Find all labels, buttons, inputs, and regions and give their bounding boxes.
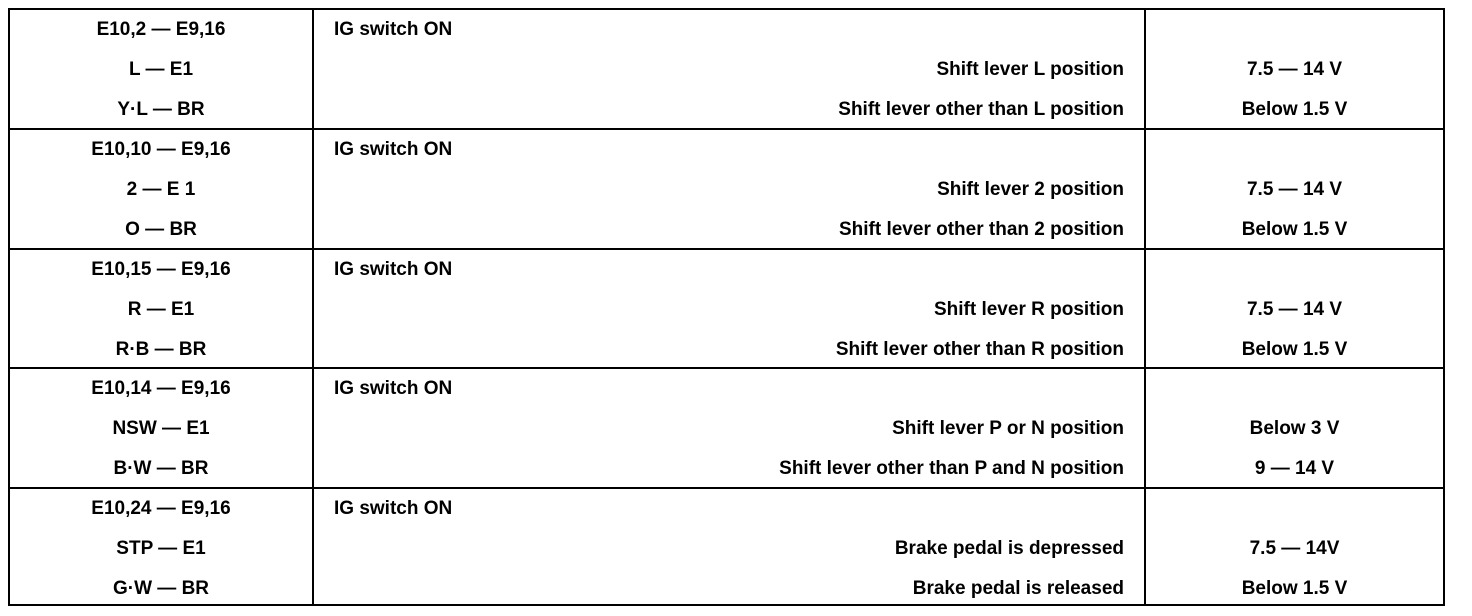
specified-value: 9 — 14 V	[1254, 458, 1335, 479]
specified-value: Below 3 V	[1249, 418, 1340, 439]
wire-color: Y·L — BR	[117, 99, 205, 120]
condition: Shift lever P or N position	[892, 418, 1124, 439]
specified-value: Below 1.5 V	[1241, 339, 1348, 360]
condition-header: IG switch ON	[334, 498, 453, 519]
terminal-pair: E10,2 — E9,16	[96, 19, 226, 40]
terminal-voltage-table	[8, 8, 1445, 606]
condition: Shift lever other than R position	[835, 339, 1124, 360]
terminal-symbol: 2 — E 1	[126, 179, 196, 200]
terminal-symbol: R — E1	[127, 299, 195, 320]
condition: Brake pedal is released	[912, 578, 1124, 599]
condition: Shift lever L position	[936, 59, 1124, 80]
table-row-group	[10, 367, 1443, 487]
specified-value: 7.5 — 14 V	[1246, 299, 1343, 320]
terminal-symbol: NSW — E1	[112, 418, 210, 439]
specified-value: Below 1.5 V	[1241, 578, 1348, 599]
condition: Brake pedal is depressed	[894, 538, 1124, 559]
wire-color: R·B — BR	[115, 339, 207, 360]
table-row-group	[10, 248, 1443, 368]
specified-value: 7.5 — 14 V	[1246, 179, 1343, 200]
wire-color: O — BR	[125, 219, 197, 240]
terminal-pair: E10,10 — E9,16	[91, 139, 231, 160]
specified-value: Below 1.5 V	[1241, 219, 1348, 240]
condition: Shift lever other than P and N position	[779, 458, 1124, 479]
table-row-group	[10, 487, 1443, 607]
condition-header: IG switch ON	[334, 378, 453, 399]
terminal-symbol: STP — E1	[116, 538, 206, 559]
condition-header: IG switch ON	[334, 259, 453, 280]
table-row-group	[10, 128, 1443, 248]
condition: Shift lever other than 2 position	[838, 219, 1124, 240]
terminal-pair: E10,15 — E9,16	[91, 259, 231, 280]
condition: Shift lever R position	[933, 299, 1124, 320]
specified-value: 7.5 — 14 V	[1246, 59, 1343, 80]
wire-color: B·W — BR	[113, 458, 209, 479]
condition-header: IG switch ON	[334, 139, 453, 160]
specified-value: 7.5 — 14V	[1249, 538, 1340, 559]
specified-value: Below 1.5 V	[1241, 99, 1348, 120]
column-divider	[312, 10, 314, 604]
column-divider	[1144, 10, 1146, 604]
condition: Shift lever other than L position	[838, 99, 1124, 120]
terminal-symbol: L — E1	[128, 59, 194, 80]
condition-header: IG switch ON	[334, 19, 453, 40]
table-row-group	[10, 10, 1443, 130]
terminal-pair: E10,14 — E9,16	[91, 378, 231, 399]
condition: Shift lever 2 position	[937, 179, 1124, 200]
wire-color: G·W — BR	[112, 578, 210, 599]
terminal-pair: E10,24 — E9,16	[91, 498, 231, 519]
